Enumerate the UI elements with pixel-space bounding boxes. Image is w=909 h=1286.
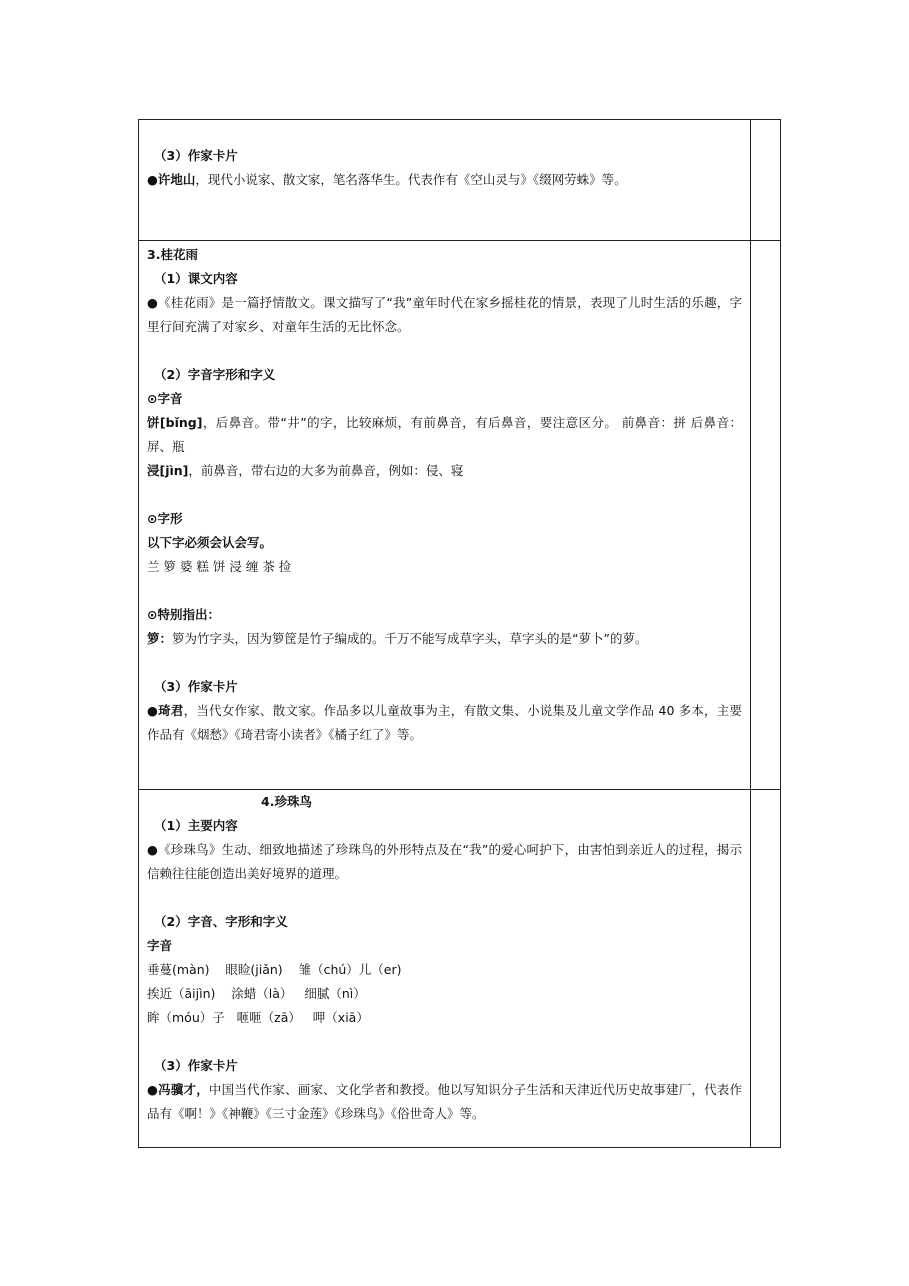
author-name: ●琦君 — [147, 703, 184, 718]
content-text: ●《桂花雨》是一篇抒情散文。课文描写了“我”童年时代在家乡摇桂花的情景，表现了儿时生活的乐趣，字里行间充满了对家乡、对童年生活的无比怀念。 — [147, 295, 742, 334]
notes-table — [138, 119, 781, 1148]
pron-line: 垂蔓(màn) 眼睑(jiǎn) 雏（chú）儿（er) — [147, 962, 402, 977]
pron-text: ，前鼻音，带右边的大多为前鼻音，例如：侵、寝 — [188, 463, 464, 478]
side-cell — [751, 790, 781, 1148]
pron-heading: （2）字音字形和字义 — [154, 367, 276, 382]
table-row — [139, 790, 781, 1148]
main-cell — [139, 120, 751, 241]
pron-text: ，后鼻音。带“井”的字，比较麻烦，有前鼻音，有后鼻音，要注意区分。 前鼻音：拼 后鼻音：屏、瓶 — [147, 415, 742, 454]
content-text: ●《珍珠鸟》生动、细致地描述了珍珠鸟的外形特点及在“我”的爱心呵护下，由害怕到亲近人的过程，揭示信赖往往能创造出美好境界的道理。 — [147, 842, 742, 881]
form-chars: 兰 箩 婆 糕 饼 浸 缠 茶 捡 — [147, 559, 292, 574]
pron-item — [147, 411, 742, 459]
pron-label: 字音 — [147, 938, 173, 953]
special-text: 箩为竹字头，因为箩筐是竹子编成的。千万不能写成草字头，草字头的是“萝卜”的萝。 — [172, 631, 648, 646]
content-heading: （1）课文内容 — [154, 271, 238, 286]
author-card — [147, 699, 742, 747]
author-card — [147, 168, 742, 192]
special-label: ⊙特别指出： — [147, 607, 220, 622]
author-card — [147, 1078, 742, 1126]
side-cell — [751, 241, 781, 790]
card-heading: （3）作家卡片 — [154, 679, 238, 694]
author-name: ●许地山 — [147, 172, 196, 187]
section-title: 4.珍珠鸟 — [261, 794, 312, 809]
table-row — [139, 120, 781, 241]
pron-label: ⊙字音 — [147, 391, 183, 406]
author-text: ，现代小说家、散文家，笔名落华生。代表作有《空山灵与》《缀网劳蛛》等。 — [195, 172, 627, 187]
main-cell — [139, 241, 751, 790]
special-note — [147, 627, 742, 651]
form-label: ⊙字形 — [147, 511, 183, 526]
pron-heading: （2）字音、字形和字义 — [154, 914, 288, 929]
main-cell — [139, 790, 751, 1148]
side-cell — [751, 120, 781, 241]
section-title: 3.桂花雨 — [147, 247, 198, 262]
pron-item — [147, 459, 742, 483]
pron-word: 饼[bǐng] — [147, 415, 203, 430]
pron-line: 眸（móu）子 咂咂（zā） 呷（xiā） — [147, 1010, 369, 1025]
form-note: 以下字必须会认会写。 — [147, 535, 273, 550]
author-name: ●冯骥才， — [147, 1082, 209, 1097]
special-word: 箩： — [147, 631, 173, 646]
pron-word: 浸[jìn] — [147, 463, 189, 478]
author-text: ，当代女作家、散文家。作品多以儿童故事为主，有散文集、小说集及儿童文学作品 40 多本，主要作品有《烟愁》《琦君寄小读者》《橘子红了》等。 — [147, 703, 742, 742]
table-row — [139, 241, 781, 790]
author-text: 中国当代作家、画家、文化学者和教授。他以写知识分子生活和天津近代历史故事建厂，代表作品有《啊！》《神鞭》《三寸金莲》《珍珠鸟》《俗世奇人》等。 — [147, 1082, 742, 1121]
card-heading: （3）作家卡片 — [154, 148, 238, 163]
card-heading: （3）作家卡片 — [154, 1058, 238, 1073]
content-heading: （1）主要内容 — [154, 818, 238, 833]
pron-line: 挨近（āijìn) 涂蜡（là） 细腻（nì） — [147, 986, 366, 1001]
